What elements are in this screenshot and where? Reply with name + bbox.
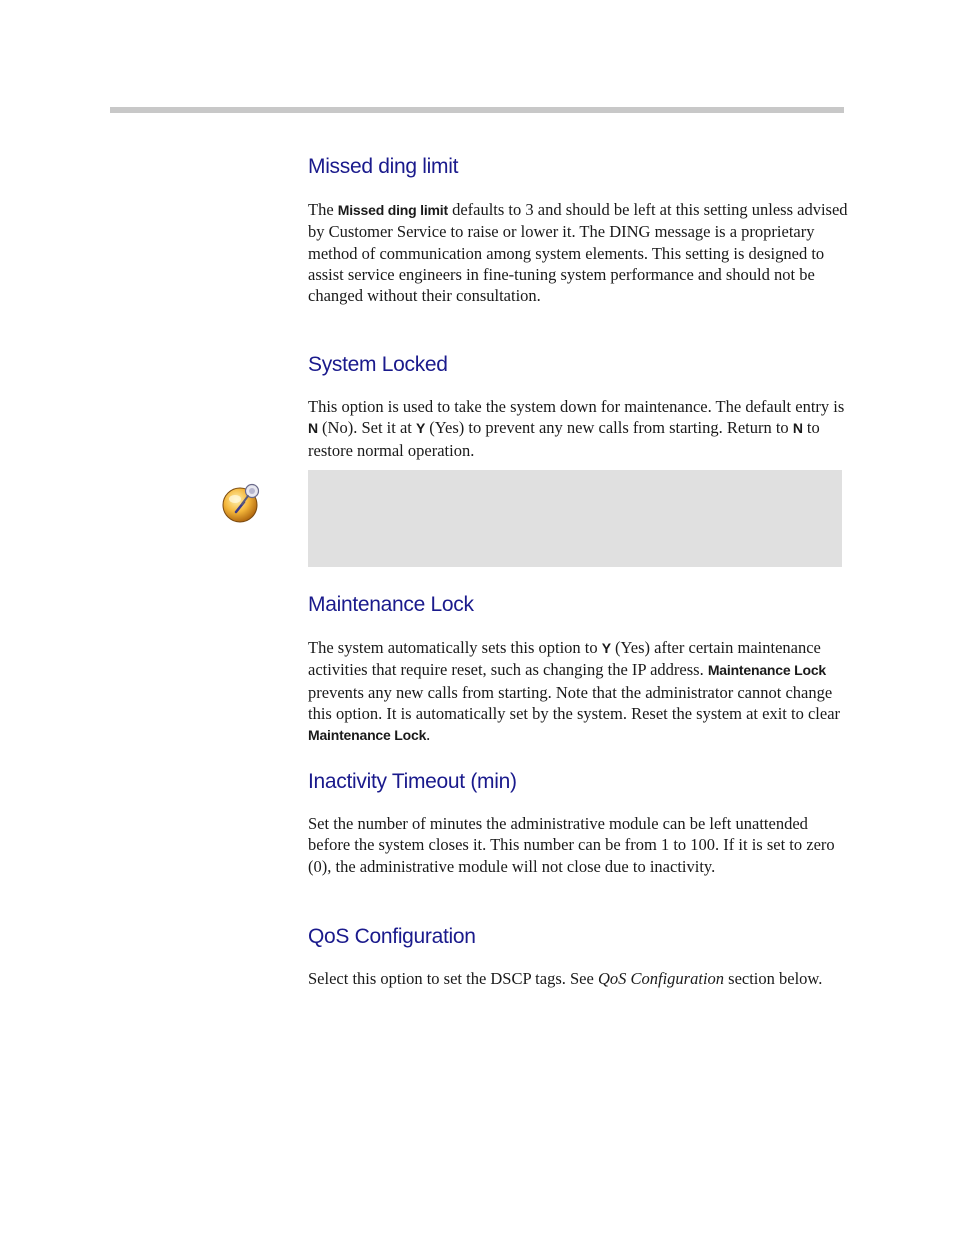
heading-qos-configuration: QoS Configuration xyxy=(308,925,476,948)
term-missed-ding-limit: Missed ding limit xyxy=(337,202,448,218)
text-run: to restore normal operation. xyxy=(308,418,820,460)
header-rule xyxy=(110,107,844,113)
term-maintenance-lock: Maintenance Lock xyxy=(707,662,827,679)
text-run: prevents any new calls from starting. Note that the administrator cannot change this option. It is automatically set by the system. Reset the system at exit to clear xyxy=(308,682,841,723)
heading-system-locked: System Locked xyxy=(308,353,448,376)
heading-inactivity-timeout: Inactivity Timeout (min) xyxy=(308,770,517,793)
note-box xyxy=(308,470,842,567)
pushpin-note-icon xyxy=(218,478,268,528)
text-run: defaults to 3 and should be left at this setting unless advised by Customer Service to raise or lower it. The DING message is a proprietary method of communication among system elements. This setting is designed to assist service engineers in fine-tuning system performance and should not be changed without their consultation. xyxy=(308,200,848,306)
text-run: . xyxy=(426,725,431,745)
paragraph-missed-ding-limit xyxy=(308,199,848,306)
text-run: (Yes) to prevent any new calls from starting. Return to xyxy=(425,418,793,438)
term-n: N xyxy=(792,420,803,437)
cross-reference-qos-configuration: QoS Configuration xyxy=(597,969,725,988)
heading-maintenance-lock: Maintenance Lock xyxy=(308,593,474,616)
paragraph-system-locked xyxy=(308,396,848,461)
text-run: section below. xyxy=(724,969,823,988)
paragraph-qos-configuration xyxy=(308,968,848,989)
term-y: Y xyxy=(601,640,611,656)
paragraph-maintenance-lock xyxy=(308,637,848,746)
text-run: (Yes) after certain maintenance activities that require reset, such as changing the IP address. xyxy=(308,638,821,680)
paragraph-inactivity-timeout: Set the number of minutes the administrative module can be left unattended before the system closes it. This number can be from 1 to 100. If it is set to zero (0), the administrative module will not close due to inactivity. xyxy=(308,814,835,876)
text-run: The system automatically sets this option to xyxy=(308,638,602,657)
text-run: This option is used to take the system down for maintenance. The default entry is xyxy=(308,397,845,416)
text-run: Select this option to set the DSCP tags. See xyxy=(308,969,598,988)
heading-missed-ding-limit: Missed ding limit xyxy=(308,155,459,178)
text-run: (No). Set it at xyxy=(317,418,416,438)
term-y: Y xyxy=(416,420,426,437)
term-n: N xyxy=(308,420,318,437)
term-maintenance-lock: Maintenance Lock xyxy=(308,727,427,744)
text-run: The xyxy=(308,200,338,219)
